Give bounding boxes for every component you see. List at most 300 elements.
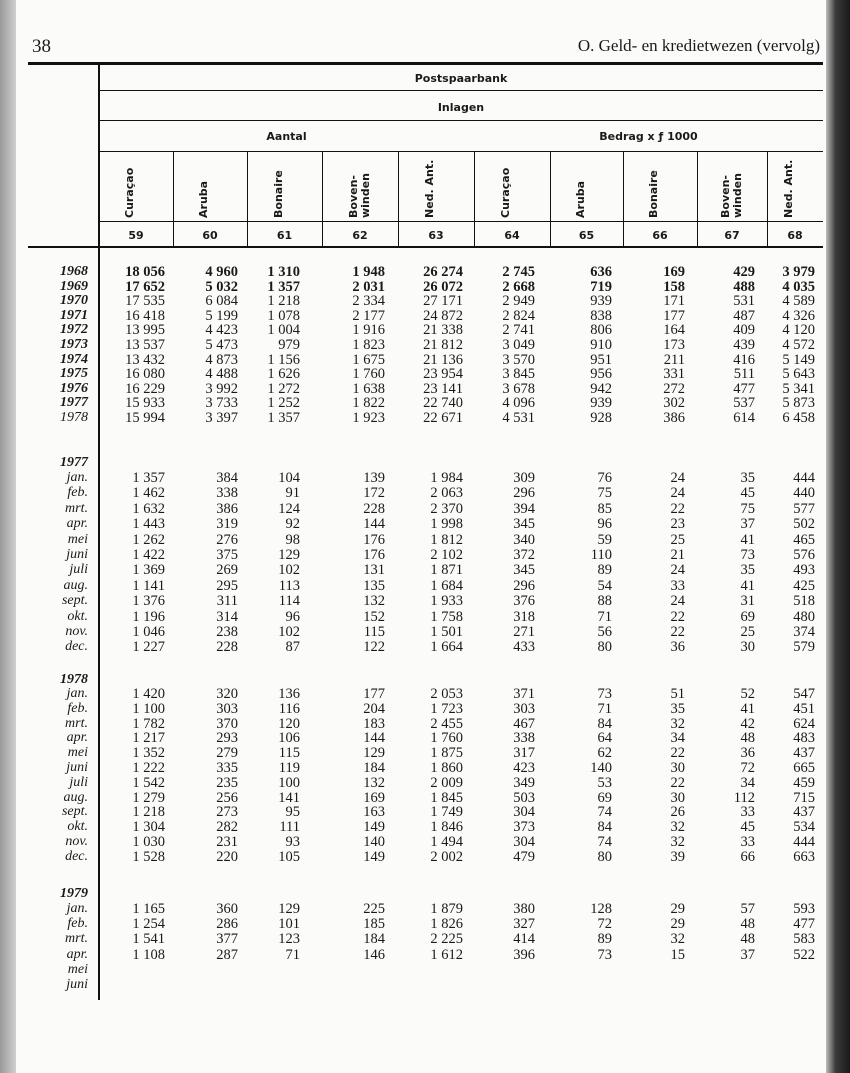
row-label: sept. [61, 804, 88, 820]
table-cell: 184 [363, 760, 385, 776]
table-cell: 41 [740, 700, 755, 717]
top-rule [28, 62, 823, 65]
table-cell: 141 [278, 789, 300, 806]
table-cell: 26 072 [423, 278, 463, 295]
table-cell: 1 218 [132, 804, 165, 821]
row-label: 1977 [60, 395, 88, 411]
table-cell: 272 [663, 380, 685, 397]
table-cell: 2 741 [502, 322, 535, 339]
table-cell: 483 [793, 730, 815, 747]
table-cell: 36 [670, 639, 685, 656]
scan-left-margin [0, 0, 16, 1073]
table-cell: 386 [663, 410, 685, 426]
table-cell: 394 [513, 500, 535, 517]
table-cell: 235 [216, 774, 238, 791]
table-cell: 979 [278, 337, 300, 353]
table-cell: 1 357 [267, 278, 300, 295]
column-label: Aruba [197, 180, 210, 218]
table-cell: 380 [513, 901, 535, 917]
table-cell: 73 [740, 547, 755, 563]
table-cell: 1 916 [352, 322, 385, 339]
column-number: 59 [128, 229, 144, 242]
table-cell: 24 [670, 562, 685, 579]
row-label: feb. [67, 916, 88, 932]
table-cell: 48 [740, 931, 755, 948]
column-label: Boven- winden [347, 173, 372, 218]
header-bottom-rule [28, 246, 823, 248]
table-cell: 335 [216, 760, 238, 776]
table-cell: 493 [793, 562, 815, 579]
table-cell: 1 078 [267, 307, 300, 324]
table-cell: 1 760 [352, 366, 385, 383]
column-divider [550, 152, 551, 246]
table-cell: 22 [670, 608, 685, 625]
table-cell: 1 422 [132, 547, 165, 563]
table-cell: 939 [590, 293, 612, 310]
table-cell: 636 [590, 264, 612, 280]
table-cell: 34 [670, 730, 685, 747]
column-label: Ned. Ant. [782, 159, 795, 218]
table-cell: 185 [363, 916, 385, 933]
table-cell: 101 [278, 916, 300, 933]
row-label: jan. [66, 470, 88, 485]
row-label: juni [66, 977, 88, 992]
table-cell: 3 992 [205, 380, 238, 397]
table-cell: 16 229 [125, 380, 165, 397]
table-cell: 373 [513, 819, 535, 836]
table-cell: 302 [663, 395, 685, 412]
table-cell: 1 823 [352, 337, 385, 353]
table-cell: 1 279 [132, 789, 165, 806]
column-number: 67 [724, 229, 740, 242]
row-label: nov. [65, 834, 88, 849]
table-cell: 5 149 [782, 351, 815, 368]
page-number: 38 [32, 36, 51, 57]
table-cell: 256 [216, 789, 238, 806]
table-cell: 4 096 [502, 395, 535, 412]
table-cell: 238 [216, 624, 238, 640]
table-cell: 271 [513, 624, 535, 640]
column-number: 68 [787, 229, 803, 242]
row-label: okt. [67, 608, 88, 624]
table-cell: 106 [278, 730, 300, 747]
table-cell: 338 [216, 485, 238, 502]
table-cell: 129 [278, 547, 300, 563]
row-label: juli [69, 562, 88, 578]
table-cell: 295 [216, 577, 238, 594]
table-cell: 73 [597, 686, 612, 702]
table-cell: 1 376 [132, 593, 165, 610]
table-cell: 177 [663, 307, 685, 324]
table-cell: 184 [363, 931, 385, 948]
table-cell: 577 [793, 500, 815, 517]
table-cell: 593 [793, 901, 815, 917]
table-cell: 1 310 [267, 264, 300, 280]
table-cell: 1 494 [430, 834, 463, 850]
table-cell: 204 [363, 700, 385, 717]
table-cell: 176 [363, 547, 385, 563]
table-cell: 22 [670, 624, 685, 640]
table-cell: 1 272 [267, 380, 300, 397]
table-cell: 1 100 [132, 700, 165, 717]
table-cell: 1 758 [430, 608, 463, 625]
table-cell: 89 [597, 562, 612, 579]
table-cell: 4 120 [782, 322, 815, 339]
table-cell: 1 218 [267, 293, 300, 310]
table-cell: 1 923 [352, 410, 385, 426]
header-rule-1 [99, 90, 823, 91]
table-cell: 120 [278, 715, 300, 732]
table-cell: 1 723 [430, 700, 463, 717]
table-cell: 32 [670, 834, 685, 850]
table-cell: 4 873 [205, 351, 238, 368]
table-cell: 370 [216, 715, 238, 732]
table-cell: 176 [363, 531, 385, 548]
table-cell: 1 165 [132, 901, 165, 917]
table-cell: 16 080 [125, 366, 165, 383]
table-cell: 33 [670, 577, 685, 594]
table-cell: 296 [513, 577, 535, 594]
table-cell: 503 [513, 789, 535, 806]
table-cell: 1 948 [352, 264, 385, 280]
table-cell: 1 541 [132, 931, 165, 948]
table-cell: 437 [793, 804, 815, 821]
table-cell: 73 [597, 946, 612, 963]
table-cell: 33 [740, 834, 755, 850]
book-edge [826, 0, 850, 1073]
table-cell: 3 570 [502, 351, 535, 368]
table-cell: 1 262 [132, 531, 165, 548]
table-cell: 928 [590, 410, 612, 426]
table-cell: 39 [670, 848, 685, 865]
table-cell: 128 [590, 901, 612, 917]
table-cell: 1 108 [132, 946, 165, 963]
table-cell: 2 063 [430, 485, 463, 502]
table-cell: 62 [597, 745, 612, 762]
table-cell: 16 418 [125, 307, 165, 324]
table-cell: 149 [363, 848, 385, 865]
table-cell: 279 [216, 745, 238, 762]
table-cell: 72 [597, 916, 612, 933]
table-cell: 23 141 [423, 380, 463, 397]
table-cell: 45 [740, 485, 755, 502]
row-label: mei [67, 531, 88, 547]
table-cell: 1 217 [132, 730, 165, 747]
row-label: mei [67, 961, 88, 977]
table-cell: 349 [513, 774, 535, 791]
table-cell: 1 369 [132, 562, 165, 579]
table-cell: 318 [513, 608, 535, 625]
table-cell: 1 304 [132, 819, 165, 836]
column-divider [247, 152, 248, 246]
table-cell: 116 [278, 700, 300, 717]
table-cell: 164 [663, 322, 685, 339]
row-label: 1971 [60, 307, 88, 323]
table-cell: 87 [285, 639, 300, 656]
table-cell: 534 [793, 819, 815, 836]
table-cell: 171 [663, 293, 685, 310]
table-cell: 614 [733, 410, 755, 426]
table-cell: 304 [513, 804, 535, 821]
table-cell: 93 [285, 834, 300, 850]
row-label: jan. [66, 686, 88, 701]
table-cell: 2 668 [502, 278, 535, 295]
table-cell: 579 [793, 639, 815, 656]
table-cell: 433 [513, 639, 535, 656]
table-cell: 715 [793, 789, 815, 806]
table-cell: 951 [590, 351, 612, 368]
table-cell: 45 [740, 819, 755, 836]
table-cell: 1 871 [430, 562, 463, 579]
column-divider [474, 152, 475, 246]
table-cell: 32 [670, 931, 685, 948]
table-cell: 303 [216, 700, 238, 717]
table-cell: 84 [597, 715, 612, 732]
table-cell: 479 [513, 848, 535, 865]
row-label: apr. [66, 516, 88, 532]
table-cell: 71 [285, 946, 300, 963]
table-cell: 1 632 [132, 500, 165, 517]
table-cell: 228 [216, 639, 238, 656]
table-cell: 22 740 [423, 395, 463, 412]
table-cell: 488 [733, 278, 755, 295]
table-cell: 15 994 [125, 410, 165, 426]
table-cell: 183 [363, 715, 385, 732]
table-cell: 910 [590, 337, 612, 353]
column-divider [767, 152, 768, 246]
table-cell: 22 [670, 745, 685, 762]
table-cell: 4 960 [205, 264, 238, 280]
table-cell: 29 [670, 901, 685, 917]
table-cell: 2 002 [430, 848, 463, 865]
table-cell: 132 [363, 774, 385, 791]
table-cell: 220 [216, 848, 238, 865]
table-cell: 225 [363, 901, 385, 917]
table-cell: 42 [740, 715, 755, 732]
table-cell: 2 949 [502, 293, 535, 310]
table-cell: 386 [216, 500, 238, 517]
table-cell: 2 053 [430, 686, 463, 702]
column-label: Boven- winden [719, 173, 744, 218]
table-cell: 4 423 [205, 322, 238, 339]
column-label: Aruba [573, 180, 587, 218]
table-cell: 2 334 [352, 293, 385, 310]
table-cell: 377 [216, 931, 238, 948]
table-cell: 425 [793, 577, 815, 594]
table-cell: 477 [793, 916, 815, 933]
table-cell: 72 [740, 760, 755, 776]
table-cell: 371 [513, 686, 535, 702]
table-cell: 1 638 [352, 380, 385, 397]
column-label: Curaçao [123, 167, 136, 218]
table-cell: 384 [216, 470, 238, 486]
table-cell: 1 462 [132, 485, 165, 502]
table-cell: 1 612 [430, 946, 463, 963]
table-cell: 74 [597, 804, 612, 821]
table-cell: 136 [278, 686, 300, 702]
table-cell: 66 [740, 848, 755, 865]
table-cell: 21 136 [423, 351, 463, 368]
table-cell: 537 [733, 395, 755, 412]
table-cell: 22 [670, 500, 685, 517]
table-cell: 13 995 [125, 322, 165, 339]
table-cell: 1 845 [430, 789, 463, 806]
table-cell: 105 [278, 848, 300, 865]
table-cell: 1 141 [132, 577, 165, 594]
table-cell: 1 760 [430, 730, 463, 747]
table-cell: 374 [793, 624, 815, 640]
table-cell: 35 [670, 700, 685, 717]
table-cell: 282 [216, 819, 238, 836]
table-cell: 465 [793, 531, 815, 548]
column-label: Bonaire [647, 170, 660, 218]
header-rule-3 [99, 151, 823, 152]
table-cell: 314 [216, 608, 238, 625]
row-label: dec. [65, 639, 88, 655]
table-cell: 69 [740, 608, 755, 625]
table-cell: 21 [670, 547, 685, 563]
count-group-header: Aantal [266, 130, 307, 143]
table-cell: 1 749 [430, 804, 463, 821]
column-number: 63 [428, 229, 444, 242]
table-cell: 123 [278, 931, 300, 948]
table-cell: 21 812 [423, 337, 463, 353]
table-cell: 3 678 [502, 380, 535, 397]
table-cell: 102 [278, 562, 300, 579]
table-cell: 296 [513, 485, 535, 502]
table-cell: 375 [216, 547, 238, 563]
table-cell: 88 [597, 593, 612, 610]
table-cell: 1 846 [430, 819, 463, 836]
column-divider [322, 152, 323, 246]
table-cell: 129 [278, 901, 300, 917]
table-cell: 1 156 [267, 351, 300, 368]
row-label: 1972 [60, 322, 88, 338]
table-cell: 104 [278, 470, 300, 486]
table-cell: 1 812 [430, 531, 463, 548]
row-label: feb. [67, 485, 88, 501]
table-cell: 57 [740, 901, 755, 917]
row-label: aug. [63, 789, 88, 805]
table-cell: 939 [590, 395, 612, 412]
table-cell: 15 933 [125, 395, 165, 412]
table-cell: 5 473 [205, 337, 238, 353]
row-label: okt. [67, 819, 88, 835]
table-cell: 110 [590, 547, 612, 563]
table-cell: 96 [285, 608, 300, 625]
table-cell: 451 [793, 700, 815, 717]
table-cell: 37 [740, 516, 755, 533]
table-cell: 583 [793, 931, 815, 948]
table-cell: 4 572 [782, 337, 815, 353]
table-cell: 1 826 [430, 916, 463, 933]
table-cell: 956 [590, 366, 612, 383]
row-label: 1970 [60, 293, 88, 309]
row-label: feb. [67, 700, 88, 716]
table-cell: 806 [590, 322, 612, 339]
section-year: 1979 [60, 886, 88, 901]
subgroup-header: Inlagen [437, 101, 485, 114]
table-cell: 273 [216, 804, 238, 821]
table-cell: 25 [670, 531, 685, 548]
row-label: 1974 [60, 351, 88, 367]
table-cell: 663 [793, 848, 815, 865]
table-cell: 1 684 [430, 577, 463, 594]
table-cell: 24 [670, 470, 685, 486]
table-cell: 115 [363, 624, 385, 640]
table-cell: 1 879 [430, 901, 463, 917]
row-label: 1969 [60, 278, 88, 294]
table-cell: 437 [793, 745, 815, 762]
table-cell: 71 [597, 700, 612, 717]
table-cell: 1 352 [132, 745, 165, 762]
table-cell: 1 420 [132, 686, 165, 702]
row-label: mrt. [65, 500, 88, 516]
table-cell: 309 [513, 470, 535, 486]
table-cell: 1 254 [132, 916, 165, 933]
table-cell: 13 537 [125, 337, 165, 353]
table-cell: 34 [740, 774, 755, 791]
table-cell: 24 [670, 485, 685, 502]
column-label: Ned. Ant. [423, 159, 436, 218]
table-cell: 35 [740, 470, 755, 486]
table-cell: 547 [793, 686, 815, 702]
table-cell: 91 [285, 485, 300, 502]
table-cell: 31 [740, 593, 755, 610]
table-cell: 26 [670, 804, 685, 821]
table-cell: 1 998 [430, 516, 463, 533]
table-cell: 1 664 [430, 639, 463, 656]
table-cell: 23 954 [423, 366, 463, 383]
table-cell: 276 [216, 531, 238, 548]
table-cell: 1 542 [132, 774, 165, 791]
table-cell: 131 [363, 562, 385, 579]
table-cell: 319 [216, 516, 238, 533]
row-label: mrt. [65, 931, 88, 947]
table-cell: 5 873 [782, 395, 815, 412]
column-label: Curaçao [499, 167, 512, 218]
column-number: 61 [276, 229, 293, 242]
table-cell: 146 [363, 946, 385, 963]
table-cell: 169 [663, 264, 685, 280]
group-header: Postspaarbank [414, 72, 508, 85]
table-cell: 172 [363, 485, 385, 502]
table-cell: 27 171 [423, 293, 463, 310]
section-year: 1977 [60, 455, 88, 470]
table-cell: 340 [513, 531, 535, 548]
table-cell: 1 782 [132, 715, 165, 732]
column-divider [398, 152, 399, 246]
column-divider [623, 152, 624, 246]
table-cell: 48 [740, 730, 755, 747]
table-cell: 144 [363, 516, 385, 533]
table-cell: 1 227 [132, 639, 165, 656]
table-cell: 29 [670, 916, 685, 933]
table-cell: 124 [278, 500, 300, 517]
table-cell: 22 [670, 774, 685, 791]
row-label: mrt. [65, 715, 88, 731]
table-cell: 480 [793, 608, 815, 625]
table-cell: 177 [363, 686, 385, 702]
row-label: 1978 [60, 410, 88, 425]
table-cell: 2 177 [352, 307, 385, 324]
table-cell: 30 [670, 760, 685, 776]
table-cell: 3 733 [205, 395, 238, 412]
table-cell: 22 671 [423, 410, 463, 426]
column-label: Bonaire [271, 170, 285, 218]
table-cell: 338 [513, 730, 535, 747]
table-cell: 719 [590, 278, 612, 295]
